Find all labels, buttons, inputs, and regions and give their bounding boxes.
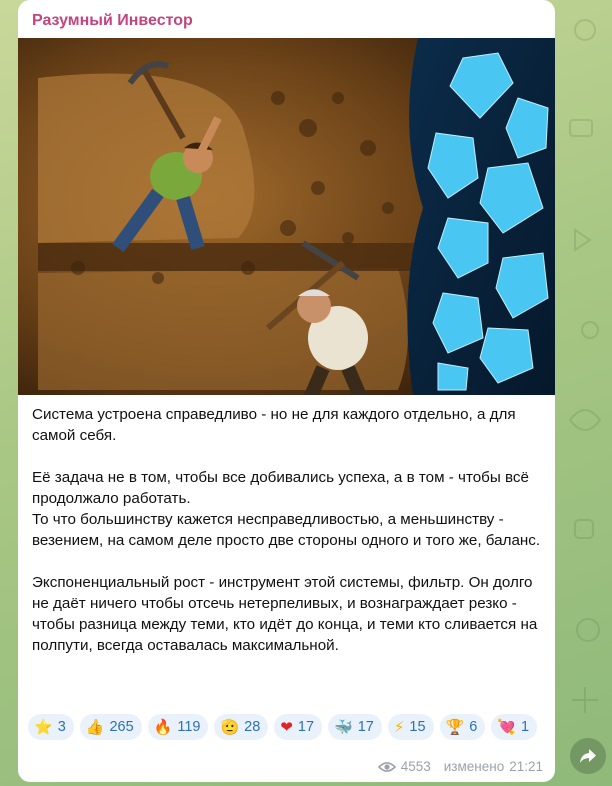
reaction-lightning[interactable]	[388, 714, 434, 740]
reaction-count: 119	[177, 719, 201, 735]
reaction-count: 28	[244, 719, 261, 735]
post-text: Система устроена справедливо - но не для каждого отдельно, а для самой себя. Её задача не в том, чтобы все добивались успеха, а в том - чтобы всё продолжало работать. То что большинству кажется несправедливостью, а меньшинству - везением, на самом деле просто две стороны одного и того же, баланс. Экспоненциальный рост - инструмент этой системы, фильтр. Он долго не даёт ничего чтобы отсечь нетерпеливых, и вознаграждает резко - чтобы разница между теми, кто идёт до конца, и теми кто сливается на полпути, всегда оставалась максимальной.	[32, 406, 541, 654]
lightning-icon: ⚡	[393, 718, 405, 736]
edited-label: изменено	[443, 759, 505, 774]
reaction-count: 15	[409, 719, 426, 735]
channel-post-bubble	[18, 0, 555, 782]
reaction-count: 17	[357, 719, 374, 735]
star-icon: ⭐	[34, 718, 53, 736]
reaction-trophy[interactable]	[440, 714, 486, 740]
reaction-star[interactable]	[28, 714, 74, 740]
heart-arrow-icon: 💘	[497, 718, 516, 736]
whale-icon: 🐳	[334, 718, 353, 736]
thumbs-up-icon: 👍	[85, 718, 105, 736]
reactions-bar	[28, 714, 548, 740]
reaction-count: 6	[469, 719, 478, 735]
reaction-heart-arrow[interactable]	[491, 714, 537, 740]
post-meta	[378, 759, 543, 774]
reaction-count: 1	[520, 719, 530, 735]
reaction-fire[interactable]	[148, 714, 209, 740]
reaction-count: 17	[297, 719, 315, 735]
salute-icon: 🫡	[220, 718, 240, 736]
heart-icon: ❤	[280, 718, 293, 736]
reaction-count: 3	[57, 719, 66, 735]
fire-icon: 🔥	[153, 718, 173, 736]
channel-name[interactable]: Разумный Инвестор	[32, 12, 193, 29]
view-count: 4553	[400, 759, 431, 774]
share-button[interactable]	[570, 738, 606, 774]
reaction-salute[interactable]	[214, 714, 268, 740]
reaction-thumbs-up[interactable]	[80, 714, 142, 740]
trophy-icon: 🏆	[445, 718, 465, 736]
reaction-heart[interactable]	[274, 714, 322, 740]
post-image[interactable]	[18, 38, 555, 395]
reaction-whale[interactable]	[328, 714, 382, 740]
eye-icon	[378, 761, 396, 773]
reaction-count: 265	[109, 719, 134, 735]
post-time: 21:21	[509, 759, 543, 774]
share-arrow-icon	[579, 748, 597, 764]
